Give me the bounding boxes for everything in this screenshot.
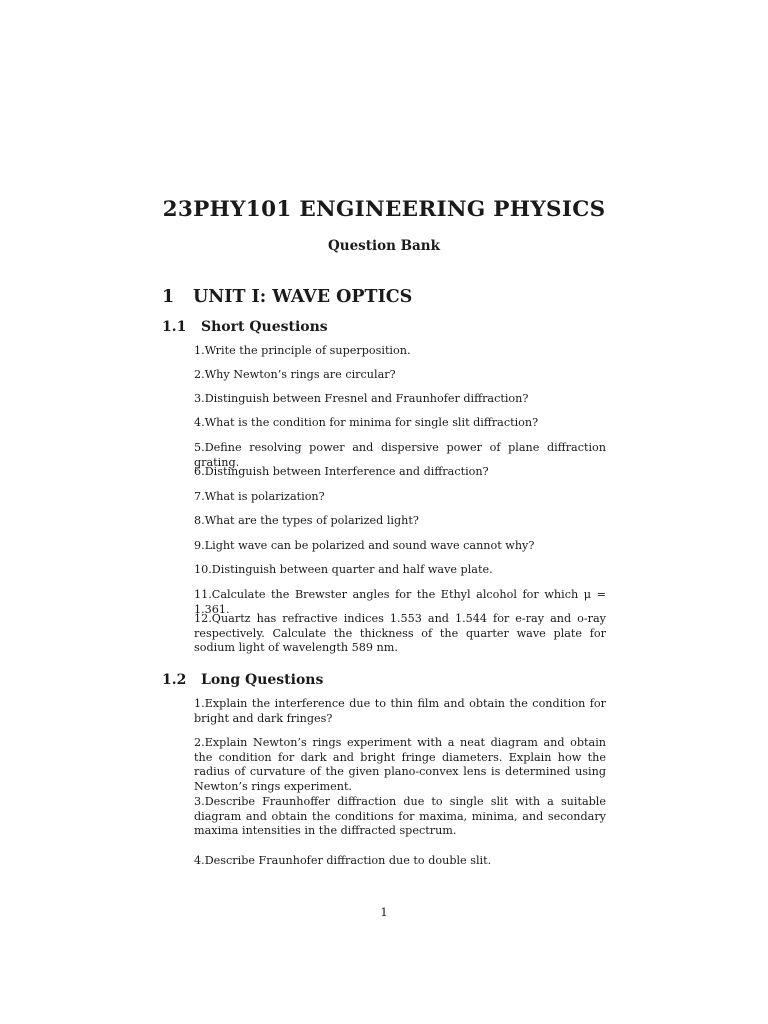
unit-heading [162, 287, 412, 307]
list-item [160, 465, 606, 480]
item-text: What is the condition for minima for single slit diffraction? [204, 416, 539, 429]
short-questions-heading [162, 319, 328, 335]
list-item [160, 612, 606, 656]
item-text: Define resolving power and dispersive power of plane diffraction grating. [194, 441, 606, 469]
item-number: 7. [194, 490, 205, 503]
list-item [160, 416, 606, 431]
item-number: 12. [194, 612, 212, 625]
page-number: 1 [380, 905, 388, 919]
item-number: 3. [194, 795, 205, 808]
item-text: What is polarization? [204, 490, 325, 503]
item-number: 8. [194, 514, 205, 527]
item-text: Explain the interference due to thin film and obtain the condition for bright and dark fringes? [194, 697, 606, 725]
list-item [160, 368, 606, 383]
list-item [160, 736, 606, 794]
list-item [160, 490, 606, 505]
item-number: 1. [194, 344, 205, 357]
list-item [160, 514, 606, 529]
item-number: 10. [194, 563, 212, 576]
list-item [160, 563, 606, 578]
item-text: Write the principle of superposition. [204, 344, 411, 357]
item-text: Distinguish between Interference and diffraction? [204, 465, 489, 478]
unit-title: UNIT I: WAVE OPTICS [193, 287, 413, 307]
list-item [160, 854, 606, 869]
item-text: Why Newton’s rings are circular? [204, 368, 396, 381]
list-item [160, 539, 606, 554]
item-text: Quartz has refractive indices 1.553 and 1.544 for e-ray and o-ray respectively. Calculate the thickness of the quarter wave plate for sodium light of wavelength 589 nm. [194, 612, 606, 655]
item-number: 5. [194, 441, 205, 454]
item-text: Describe Fraunhoffer diffraction due to single slit with a suitable diagram and obtain the conditions for maxima, minima, and secondary maxima intensities in the diffracted spectrum. [194, 795, 606, 838]
item-number: 4. [194, 416, 205, 429]
list-item [160, 344, 606, 359]
item-text: What are the types of polarized light? [204, 514, 419, 527]
item-text: Describe Fraunhofer diffraction due to double slit. [204, 854, 492, 867]
item-text: Light wave can be polarized and sound wave cannot why? [204, 539, 535, 552]
item-number: 4. [194, 854, 205, 867]
item-text: Distinguish between Fresnel and Fraunhofer diffraction? [204, 392, 529, 405]
long-questions-number: 1.2 [162, 672, 187, 688]
item-number: 9. [194, 539, 205, 552]
short-questions-number: 1.1 [162, 319, 187, 335]
list-item [160, 392, 606, 407]
item-text: Distinguish between quarter and half wave plate. [211, 563, 493, 576]
item-number: 2. [194, 368, 205, 381]
document-subtitle: Question Bank [328, 238, 440, 254]
document-title: 23PHY101 ENGINEERING PHYSICS [162, 197, 606, 222]
unit-number: 1 [162, 287, 175, 307]
item-text: Explain Newton’s rings experiment with a neat diagram and obtain the condition for dark and bright fringe diameters. Explain how the radius of curvature of the given plano-convex lens is determined using Newton’s rings experiment. [194, 736, 606, 793]
item-number: 2. [194, 736, 205, 749]
item-number: 3. [194, 392, 205, 405]
long-questions-title: Long Questions [201, 672, 324, 688]
list-item [160, 697, 606, 726]
item-number: 11. [194, 588, 212, 601]
item-number: 1. [194, 697, 205, 710]
item-text: Calculate the Brewster angles for the Ethyl alcohol for which μ = 1.361. [194, 588, 606, 616]
long-questions-heading [162, 672, 323, 688]
short-questions-title: Short Questions [201, 319, 328, 335]
item-number: 6. [194, 465, 205, 478]
list-item [160, 795, 606, 839]
